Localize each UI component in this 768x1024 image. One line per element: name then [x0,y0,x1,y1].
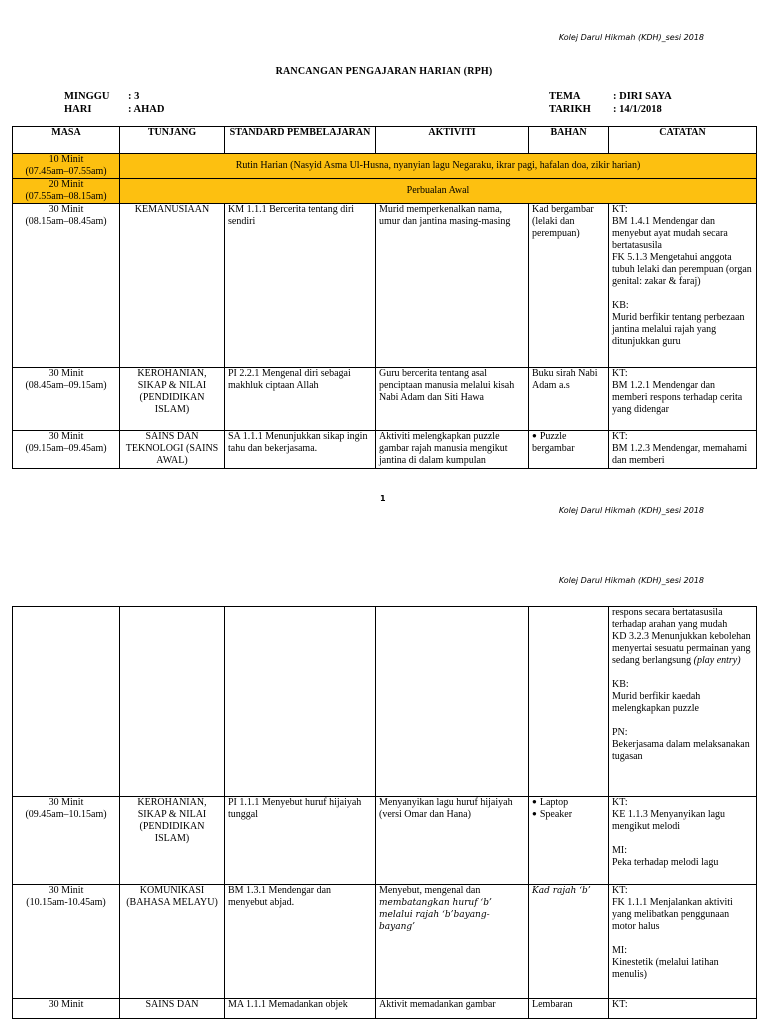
page-title: RANCANGAN PENGAJARAN HARIAN (RPH) [275,66,493,77]
row-tunjang: KEROHANIAN, SIKAP & NILAI (PENDIDIKAN ISLAM) [120,797,225,885]
page-number: 1 [380,494,386,503]
tarikh-label: TARIKH [549,104,591,115]
table-row [13,204,757,368]
bahan-item [532,809,605,821]
hari-value: : AHAD [128,104,165,115]
catatan-line: respons secara bertatasusila terhadap arahan yang mudah [612,607,728,630]
col-masa: MASA [13,127,120,154]
tema-value: : DIRI SAYA [613,91,672,102]
col-standard: STANDARD PEMBELAJARAN [225,127,376,154]
institution-header: Kolej Darul Hikmah (KDH)_sesi 2018 [558,33,704,42]
row-catatan [609,607,757,797]
row-catatan [609,204,757,368]
rutin-row [13,154,757,179]
perbualan-text: Perbualan Awal [120,179,757,204]
row-tunjang: SAINS DAN [120,999,225,1019]
masa-time: (07.55am–08.15am) [25,191,107,202]
row-standard: MA 1.1.1 Memadankan objek [225,999,376,1019]
catatan-line: Peka terhadap melodi lagu [612,857,719,868]
catatan-spacer [612,833,753,845]
table-row [13,368,757,431]
row-catatan [609,885,757,999]
masa-time: (07.45am–07.55am) [25,166,107,177]
row-standard: SA 1.1.1 Menunjukkan sikap ingin tahu dan bekerjasama. [225,431,376,469]
row-masa [13,797,120,885]
row-masa: 30 Minit [13,999,120,1019]
masa-duration: 30 Minit [48,885,84,896]
masa-duration: 30 Minit [48,431,84,442]
bahan-text: Laptop [539,797,569,808]
rutin-text: Rutin Harian (Nasyid Asma Ul-Husna, nyanyian lagu Negaraku, ikrar pagi, hafalan doa, zikir harian) [120,154,757,179]
catatan-line: KB: [612,679,629,690]
row-bahan: Buku sirah Nabi Adam a.s [529,368,609,431]
masa-time: (09.45am–10.15am) [25,809,107,820]
masa-duration: 30 Minit [48,368,84,379]
row-standard: PI 1.1.1 Menyebut huruf hijaiyah tunggal [225,797,376,885]
table-row [13,431,757,469]
catatan-line: KT: [612,885,628,896]
catatan-spacer [612,933,753,945]
masa-time: (08.45am–09.15am) [25,380,107,391]
tarikh-value: : 14/1/2018 [613,104,662,115]
tema-label: TEMA [549,91,581,102]
row-aktiviti: Aktiviti melengkapkan puzzle gambar rajah manusia mengikut jantina di dalam kumpulan [376,431,529,469]
meta-right [549,90,672,116]
catatan-line: FK 1.1.1 Menjalankan aktiviti yang melibatkan penggunaan motor halus [612,897,733,932]
row-masa [13,607,120,797]
catatan-italic: (play entry) [693,655,741,666]
masa-duration: 30 Minit [48,204,84,215]
catatan-line: Murid berfikir kaedah melengkapkan puzzle [612,691,701,714]
row-aktiviti: Menyanyikan lagu huruf hijaiyah (versi Omar dan Hana) [376,797,529,885]
bullet-icon [532,809,540,820]
row-catatan: KT: [609,999,757,1019]
col-aktiviti: AKTIVITI [376,127,529,154]
row-tunjang: KOMUNIKASI (BAHASA MELAYU) [120,885,225,999]
row-aktiviti [376,885,529,999]
bahan-text: Speaker [539,809,573,820]
row-catatan [609,797,757,885]
row-bahan [529,607,609,797]
row-aktiviti [376,607,529,797]
row-tunjang [120,607,225,797]
catatan-line: BM 1.2.1 Mendengar dan memberi respons terhadap cerita yang didengar [612,380,743,415]
row-bahan: Lembaran [529,999,609,1019]
row-bahan: Kad bergambar (lelaki dan perempuan) [529,204,609,368]
bullet-icon [532,431,540,442]
aktiviti-line: Menyebut, mengenal dan [379,885,481,896]
row-masa [13,204,120,368]
rutin-masa [13,154,120,179]
bahan-item: Puzzle bergambar [532,431,575,454]
table-row [13,797,757,885]
catatan-line: Bekerjasama dalam melaksanakan tugasan [612,739,750,762]
page-footer: Kolej Darul Hikmah (KDH)_sesi 2018 [558,506,704,515]
minggu-label: MINGGU [64,91,110,102]
masa-duration: 10 Minit [48,154,84,165]
catatan-line: KE 1.1.3 Menyanyikan lagu mengikut melodi [612,809,726,832]
catatan-line: Murid berfikir tentang perbezaan jantina melalui rajah yang ditunjukkan guru [612,312,745,347]
row-masa [13,885,120,999]
table-row [13,999,757,1019]
catatan-line: BM 1.2.3 Mendengar, memahami dan memberi [612,443,748,466]
row-standard: KM 1.1.1 Bercerita tentang diri sendiri [225,204,376,368]
row-catatan [609,431,757,469]
perbualan-row [13,179,757,204]
col-catatan: CATATAN [609,127,757,154]
masa-time: (10.15am-10.45am) [26,897,106,908]
masa-time: (08.15am–08.45am) [25,216,107,227]
aktiviti-line: melalui rajah ‘b’bayang-bayang’ [379,910,490,932]
catatan-line: PN: [612,727,628,738]
hari-label: HARI [64,104,92,115]
col-tunjang: TUNJANG [120,127,225,154]
row-bahan [529,797,609,885]
row-masa [13,368,120,431]
catatan-text: KD 3.2.3 Menunjukkan kebolehan menyertai sesuatu permainan yang sedang berlangsung [612,631,751,666]
catatan-spacer [612,288,753,300]
catatan-spacer [612,667,753,679]
catatan-line: KB: [612,300,629,311]
catatan-line: KT: [612,431,628,442]
minggu-value: : 3 [128,91,140,102]
masa-time: (09.15am–09.45am) [25,443,107,454]
row-standard: BM 1.3.1 Mendengar dan menyebut abjad. [225,885,376,999]
perbualan-masa [13,179,120,204]
catatan-line [612,631,753,667]
continuation-row [13,607,757,797]
row-tunjang: KEMANUSIAAN [120,204,225,368]
row-aktiviti: Murid memperkenalkan nama, umur dan jantina masing-masing [376,204,529,368]
rph-table-page1 [12,126,757,469]
row-tunjang: SAINS DAN TEKNOLOGI (SAINS AWAL) [120,431,225,469]
rph-table-page2 [12,606,757,1019]
catatan-line: Kinestetik (melalui latihan menulis) [612,957,719,980]
catatan-line: MI: [612,845,627,856]
row-catatan [609,368,757,431]
col-bahan: BAHAN [529,127,609,154]
catatan-line: MI: [612,945,627,956]
row-aktiviti: Aktivit memadankan gambar [376,999,529,1019]
row-aktiviti: Guru bercerita tentang asal penciptaan manusia melalui kisah Nabi Adam dan Siti Hawa [376,368,529,431]
row-bahan: Kad rajah ‘b’ [529,885,609,999]
catatan-line: BM 1.4.1 Mendengar dan menyebut ayat mudah secara bertatasusila [612,216,728,251]
catatan-line: FK 5.1.3 Mengetahui anggota tubuh lelaki dan perempuan (organ genital: zakar & faraj) [612,252,752,287]
catatan-line: KT: [612,204,628,215]
table-row [13,885,757,999]
aktiviti-line: membatangkan huruf ‘b’ [379,898,492,908]
table-header-row [13,127,757,154]
catatan-spacer [612,715,753,727]
row-masa [13,431,120,469]
masa-duration: 30 Minit [48,797,84,808]
bullet-icon [532,797,540,808]
catatan-line: KT: [612,368,628,379]
row-tunjang: KEROHANIAN, SIKAP & NILAI (PENDIDIKAN ISLAM) [120,368,225,431]
row-bahan [529,431,609,469]
bahan-item [532,797,605,809]
institution-header-page2: Kolej Darul Hikmah (KDH)_sesi 2018 [558,576,704,585]
masa-duration: 20 Minit [48,179,84,190]
catatan-line: KT: [612,797,628,808]
row-standard [225,607,376,797]
meta-left [64,90,164,116]
row-standard: PI 2.2.1 Mengenal diri sebagai makhluk ciptaan Allah [225,368,376,431]
